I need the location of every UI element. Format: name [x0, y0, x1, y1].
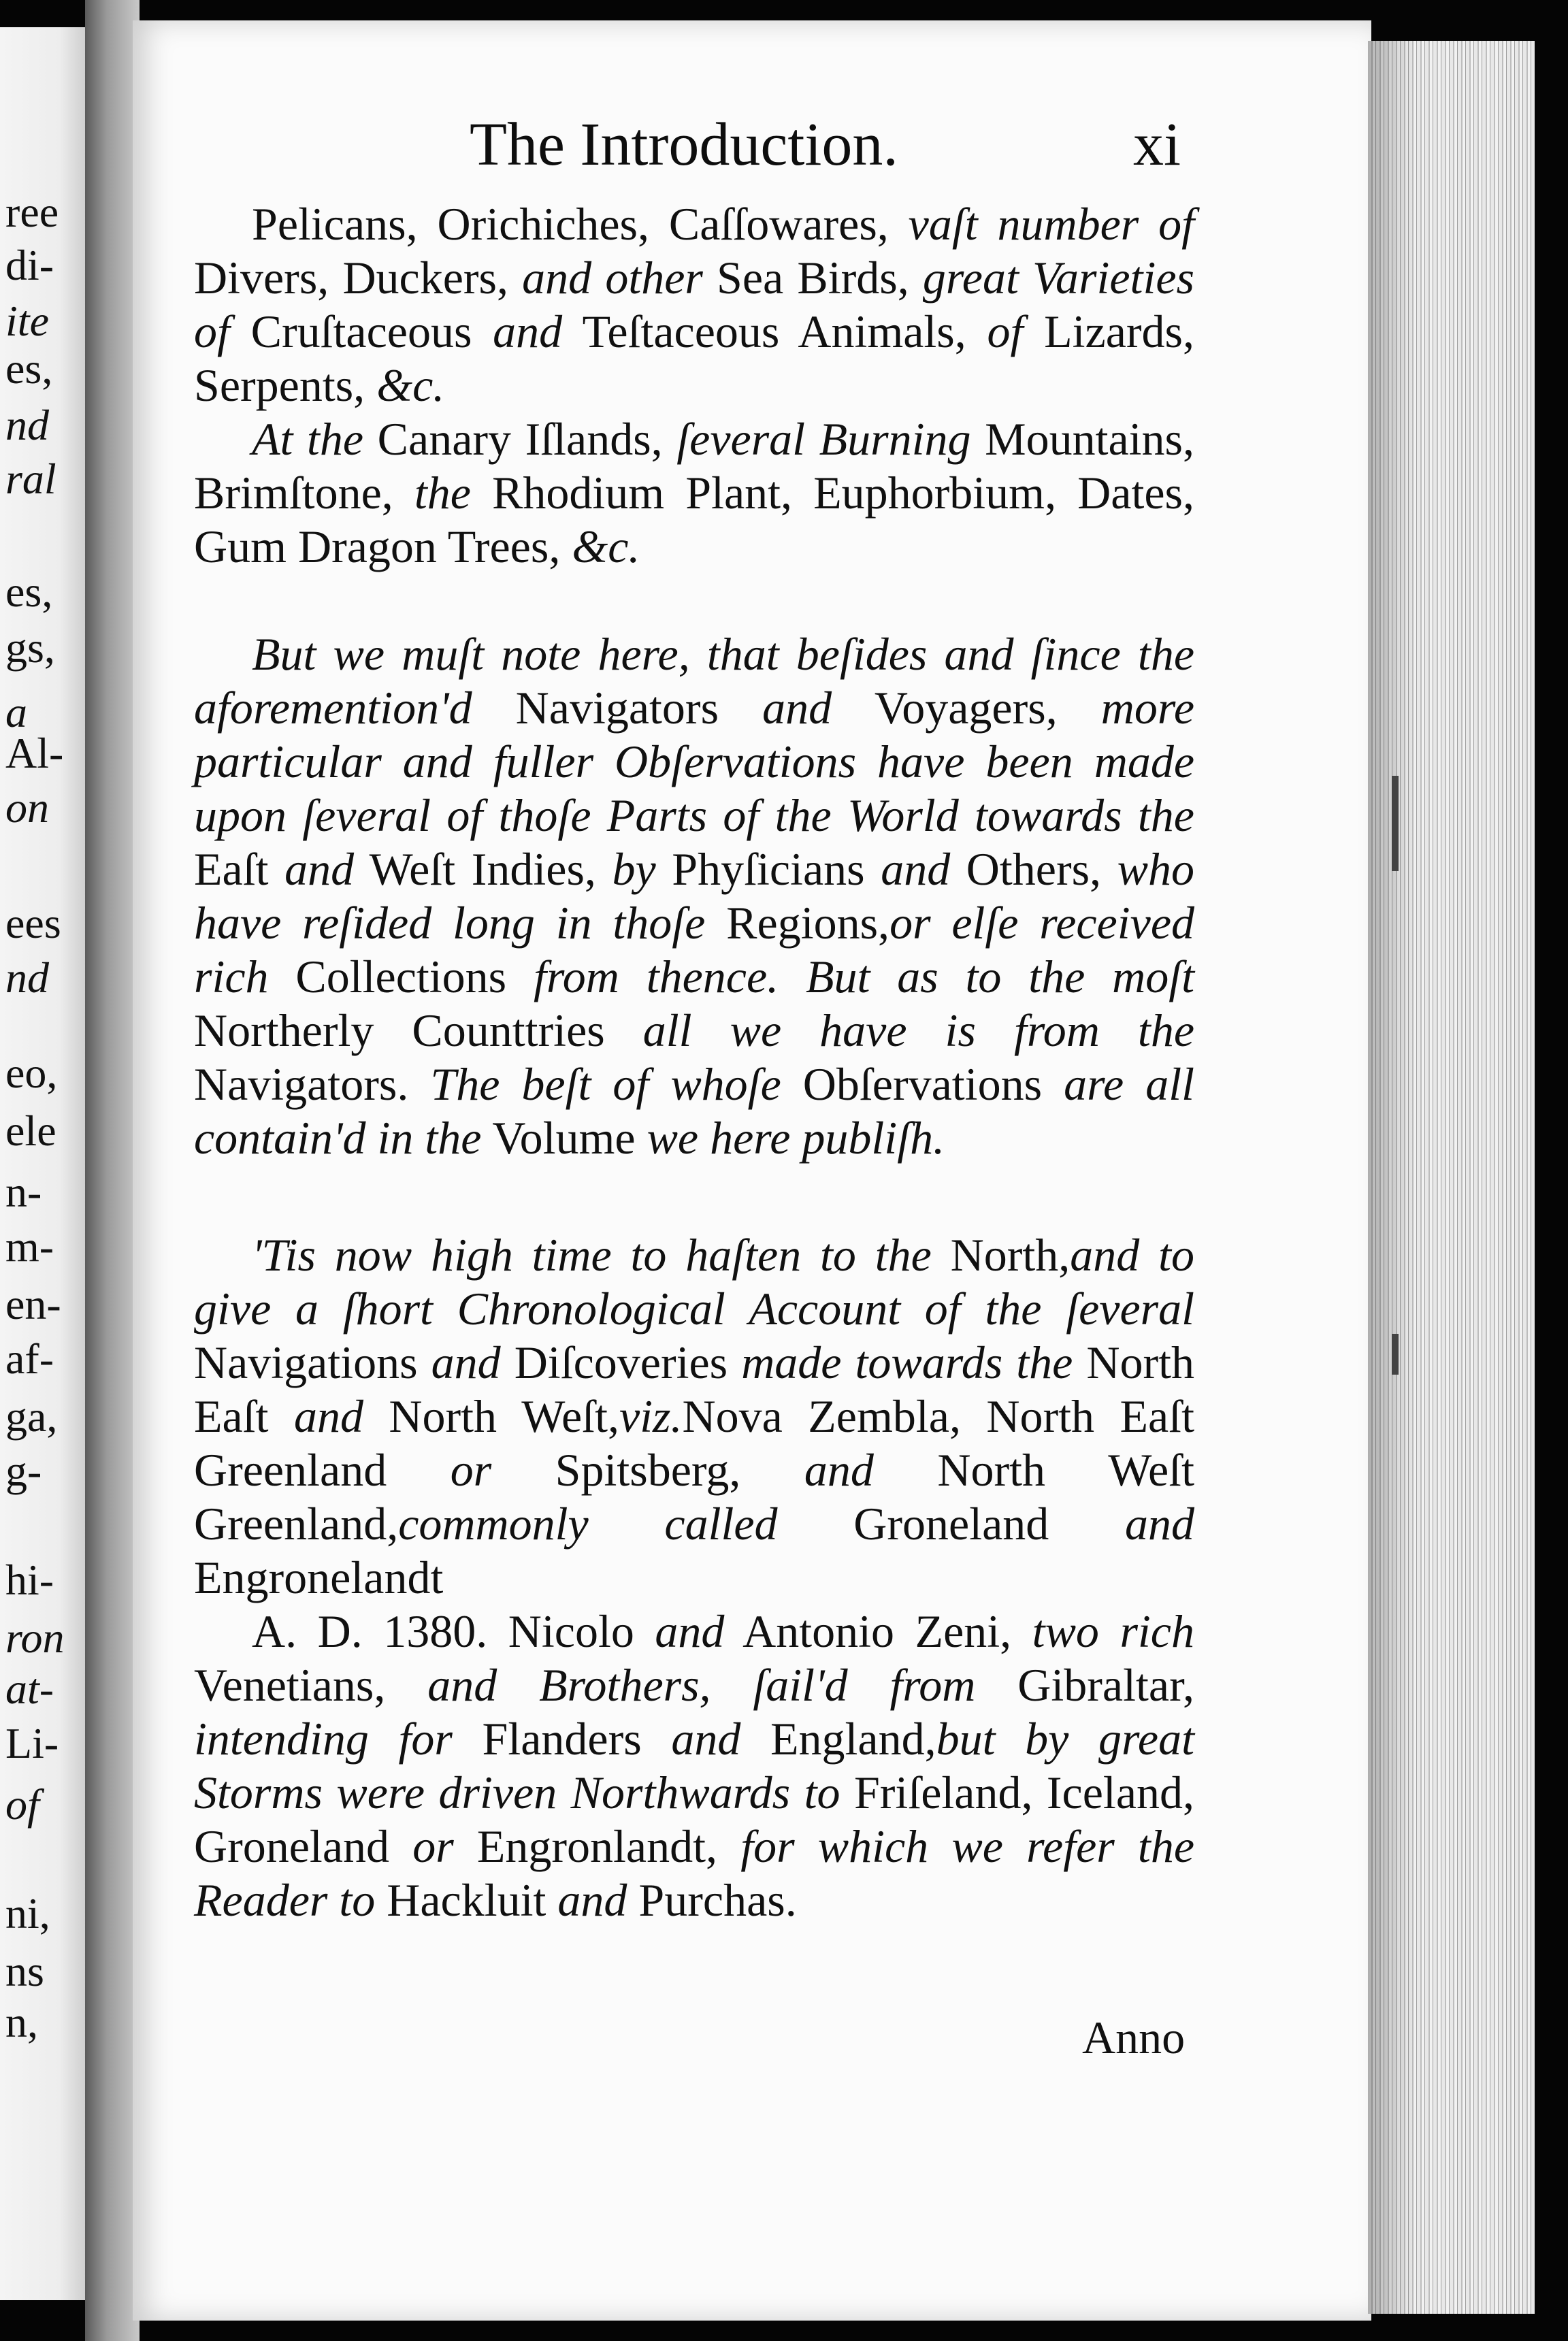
left-page-fragment: ral — [5, 455, 56, 503]
left-page-fragment: nd — [5, 401, 49, 449]
text-run: North Weſt Greenland, — [194, 1444, 1194, 1550]
text-run: Regions, — [705, 897, 890, 949]
italic-run: &c. — [376, 359, 445, 411]
italic-run: are all contain'd in the — [194, 1058, 1194, 1164]
italic-run: and — [293, 1390, 363, 1442]
text-run: Flanders — [452, 1713, 672, 1765]
left-page-fragment: en- — [5, 1280, 61, 1328]
left-page-fragment: of — [5, 1780, 39, 1829]
italic-run: and — [557, 1874, 627, 1926]
paragraph-text — [194, 627, 1194, 1165]
text-run: Sea Birds, — [702, 252, 923, 304]
text-run: Navigators. — [194, 1058, 431, 1110]
text-run: Navigators — [472, 682, 763, 734]
italic-run: and — [762, 682, 832, 734]
text-run: A. D. 1380. Nicolo — [252, 1605, 655, 1657]
left-page-fragment: di- — [5, 241, 54, 289]
text-run: Friſeland, Iceland, Groneland — [194, 1767, 1194, 1872]
text-run: Weſt Indies, — [354, 843, 612, 895]
text-run: Northerly Counttries — [194, 1004, 643, 1056]
paragraph — [194, 627, 1194, 1165]
italic-run: for which we refer the Reader to — [194, 1820, 1194, 1926]
text-run: Navigations — [194, 1337, 431, 1388]
paragraph — [194, 412, 1194, 574]
left-page-fragment: a — [5, 688, 27, 736]
text-run: Antonio Zeni, — [724, 1605, 1032, 1657]
text-run: England, — [740, 1713, 936, 1765]
italic-run: and to give a ſhort Chronological Account of the ſeveral — [194, 1229, 1194, 1335]
left-page-fragment: g- — [5, 1447, 42, 1495]
running-title: The Introduction. — [470, 111, 898, 178]
italic-run: or — [450, 1444, 492, 1496]
italic-run: But we muſt note here, that beſides and ſince the aforemention'd — [194, 628, 1194, 734]
left-page-fragment: at- — [5, 1665, 54, 1713]
edge-mark — [1392, 776, 1399, 871]
text-run: Hackluit — [375, 1874, 558, 1926]
left-page-fragment: on — [5, 783, 49, 832]
text-run: Lizards, Serpents, — [194, 306, 1195, 411]
text-run: Groneland — [777, 1498, 1125, 1550]
text-run: Pelicans, Orichiches, Caſſowares, — [252, 198, 909, 250]
text-run: Mountains, Brimſtone, — [194, 413, 1194, 519]
left-page-fragment: ni, — [5, 1889, 50, 1937]
italic-run: At the — [252, 413, 364, 465]
italic-run: commonly called — [398, 1498, 778, 1550]
paragraph-text — [194, 1228, 1194, 1605]
left-page-fragment: n, — [5, 1998, 38, 2046]
left-page-fragment: ga, — [5, 1392, 58, 1441]
paragraph — [194, 1605, 1194, 1927]
italic-run: more particular and fuller Obſervations have been made upon ſeveral of thoſe Parts of the World towards the — [194, 682, 1194, 841]
italic-run: and — [284, 843, 355, 895]
text-run: Collections — [268, 951, 534, 1002]
italic-run: ſeveral Burning — [676, 413, 971, 465]
text-run: Purchas. — [627, 1874, 797, 1926]
italic-run: the — [414, 467, 471, 519]
left-page-margin — [0, 27, 85, 2300]
text-run: Diſcoveries — [500, 1337, 742, 1388]
italic-run: and — [1125, 1498, 1194, 1550]
left-page-fragment: es, — [5, 568, 53, 616]
italic-run: who have reſided long in thoſe — [194, 843, 1194, 949]
paragraph-text — [194, 1605, 1194, 1927]
left-page-fragment: af- — [5, 1335, 54, 1383]
italic-run: vaſt number of — [908, 198, 1194, 250]
italic-run: of — [987, 306, 1024, 357]
text-run: Nova Zembla, North Eaſt Greenland — [194, 1390, 1194, 1496]
left-page-fragment: m- — [5, 1222, 54, 1271]
italic-run: and Brothers, ſail'd from — [427, 1659, 976, 1711]
text-run: Rhodium Plant, Euphorbium, Dates, Gum Dragon Trees, — [194, 467, 1194, 572]
left-page-fragment: ns — [5, 1947, 44, 1995]
text-run: Spitsberg, — [491, 1444, 804, 1496]
italic-run: and — [804, 1444, 874, 1496]
text-run: Divers, Duckers, — [194, 252, 523, 304]
italic-run: viz. — [619, 1390, 683, 1442]
left-page-fragment: ron — [5, 1614, 65, 1662]
italic-run: great Varieties of — [194, 252, 1194, 357]
left-page-fragment: nd — [5, 953, 49, 1002]
italic-run: The beſt of whoſe — [430, 1058, 781, 1110]
italic-run: 'Tis now high time to haſten to the — [252, 1229, 932, 1281]
text-run: Gibraltar, — [975, 1659, 1194, 1711]
paragraph — [194, 1228, 1194, 1605]
text-run: Phyſicians — [655, 843, 881, 895]
text-run: Cruſtaceous — [229, 306, 493, 357]
left-page-fragment: Li- — [5, 1719, 59, 1767]
text-run: Canary Iſlands, — [363, 413, 677, 465]
left-page-fragment: gs, — [5, 623, 55, 672]
text-run: Engronlandt, — [453, 1820, 741, 1872]
italic-run: but by great Storms were driven Northwards to — [194, 1713, 1195, 1818]
left-page-fragment: es, — [5, 344, 53, 393]
page-number: xi — [1133, 111, 1181, 178]
text-run: Others, — [950, 843, 1117, 895]
left-page-fragment: Al- — [5, 729, 64, 777]
text-run: North Eaſt — [194, 1337, 1194, 1442]
italic-run: or — [412, 1820, 454, 1872]
italic-run: and — [671, 1713, 741, 1765]
italic-run: all we have is from the — [642, 1004, 1194, 1056]
left-page-fragment: n- — [5, 1168, 42, 1216]
italic-run: we here publiſh. — [647, 1112, 945, 1164]
italic-run: &c. — [572, 521, 640, 572]
italic-run: from thence. But as to the moſt — [533, 951, 1194, 1002]
italic-run: made towards the — [741, 1337, 1073, 1388]
page-edges-shadow — [1368, 41, 1416, 2314]
paragraph — [194, 197, 1194, 412]
catchword: Anno — [1082, 2012, 1186, 2063]
text-run: Volume — [481, 1112, 647, 1164]
italic-run: and — [655, 1605, 725, 1657]
left-page-fragment: ite — [5, 297, 49, 345]
paragraph-text — [194, 412, 1194, 574]
text-run: North, — [931, 1229, 1071, 1281]
text-run: Engronelandt — [194, 1552, 444, 1603]
text-run: Obſervations — [781, 1058, 1064, 1110]
text-run: Venetians, — [194, 1659, 428, 1711]
text-run: Teſtaceous Animals, — [562, 306, 987, 357]
left-page-fragment: ees — [5, 899, 61, 947]
text-run: Voyagers, — [832, 682, 1101, 734]
italic-run: or elſe received rich — [194, 897, 1194, 1002]
italic-run: by — [612, 843, 656, 895]
left-page-fragment: eo, — [5, 1049, 58, 1097]
paragraph-text — [194, 197, 1194, 412]
text-run: Eaſt — [194, 843, 285, 895]
italic-run: intending for — [194, 1713, 453, 1765]
italic-run: two rich — [1032, 1605, 1194, 1657]
left-page-fragment: hi- — [5, 1556, 54, 1604]
italic-run: and — [881, 843, 951, 895]
italic-run: and — [431, 1337, 501, 1388]
left-page-fragment: ele — [5, 1107, 56, 1155]
italic-run: and — [493, 306, 563, 357]
left-page-fragment: ree — [5, 188, 59, 236]
italic-run: and other — [522, 252, 703, 304]
edge-mark — [1392, 1334, 1399, 1375]
text-run: North Weſt, — [363, 1390, 619, 1442]
book-gutter — [85, 0, 140, 2341]
